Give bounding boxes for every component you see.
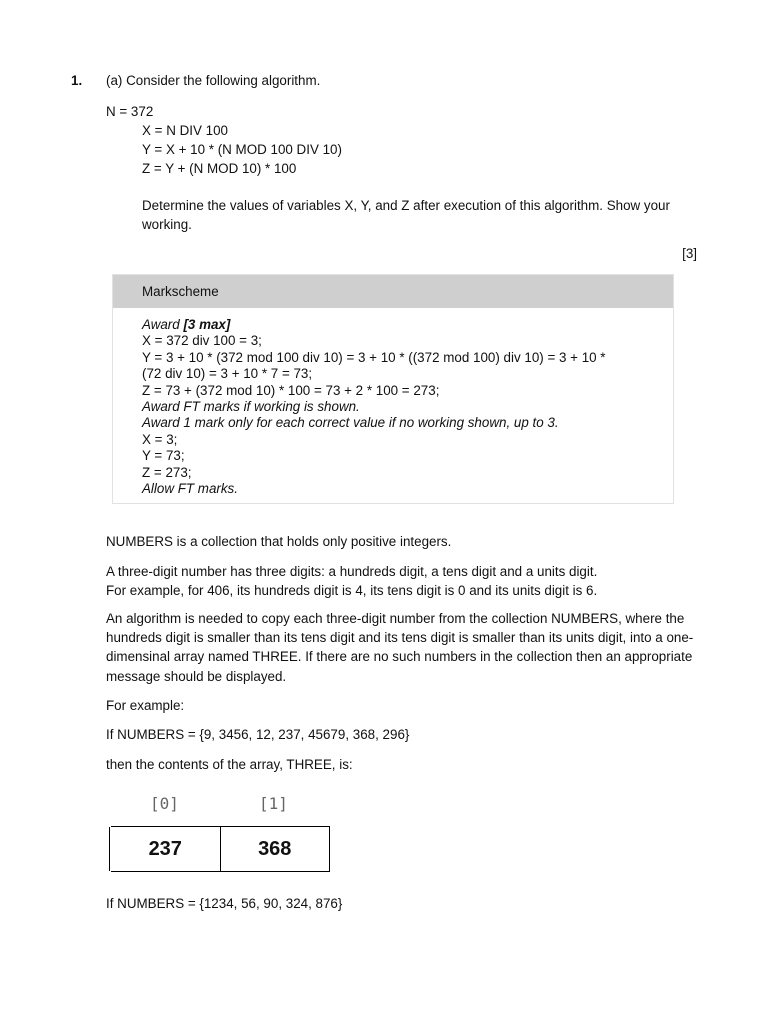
marks-label: [3] [682,246,697,261]
markscheme-title: Markscheme [142,284,219,299]
ms-working-line: X = 372 div 100 = 3; [142,333,262,349]
one-mark-note: Award 1 mark only for each correct value if no working shown, up to 3. [142,415,559,431]
markscheme-body [142,317,606,497]
code-line-z: Z = Y + (N MOD 10) * 100 [142,161,297,176]
award-prefix: Award [142,317,184,332]
ms-value-line: Y = 73; [142,448,185,464]
award-max: [3 max] [183,317,231,332]
paragraph-numbers-example: If NUMBERS = {9, 3456, 12, 237, 45679, 368, 296} [106,727,410,742]
ms-working-line: Z = 73 + (372 mod 10) * 100 = 73 + 2 * 100 = 273; [142,382,440,398]
code-line-n: N = 372 [106,104,154,119]
code-line-y: Y = X + 10 * (N MOD 100 DIV 10) [142,142,342,157]
markscheme-header [113,275,673,308]
ms-value-line: X = 3; [142,431,178,447]
array-cell: 368 [220,827,330,871]
question-intro: (a) Consider the following algorithm. [106,73,321,88]
array-index-1: [1] [259,794,288,813]
paragraph-numbers-def: NUMBERS is a collection that holds only positive integers. [106,534,452,549]
ms-working-line: (72 div 10) = 3 + 10 * 7 = 73; [142,366,313,382]
array-cell: 237 [148,837,182,860]
paragraph-three-digit-example: For example, for 406, its hundreds digit is 4, its tens digit is 0 and its units digit is 6. [106,583,598,599]
allow-note: Allow FT marks. [142,481,238,497]
paragraph-for-example: For example: [106,698,185,713]
paragraph-numbers-example-2: If NUMBERS = {1234, 56, 90, 324, 876} [106,896,343,911]
paragraph-three-digit [106,562,706,600]
paragraph-algorithm-spec: An algorithm is needed to copy each three-digit number from the collection NUMBERS, where the hundreds digit is smaller than its tens digit and its tens digit is smaller than its units digit, into a one-dimensinal array named THREE. If there are no such numbers in the collection then an appropriate message should be displayed. [106,611,694,684]
array-index-0: [0] [150,794,179,813]
paragraph-array-contents: then the contents of the array, THREE, is: [106,757,353,772]
question-instruction: Determine the values of variables X, Y, and Z after execution of this algorithm. Show your working. [142,198,670,232]
question-number: 1. [71,73,83,88]
ms-working-line: Y = 3 + 10 * (372 mod 100 div 10) = 3 + 10 * ((372 mod 100) div 10) = 3 + 10 * [142,349,606,365]
ms-value-line: Z = 273; [142,464,192,480]
markscheme-box [112,274,674,504]
array-three [111,826,330,872]
ft-note: Award FT marks if working is shown. [142,399,360,415]
code-line-x: X = N DIV 100 [142,123,228,138]
award-line [142,317,606,333]
paragraph-three-digit-line: A three-digit number has three digits: a hundreds digit, a tens digit and a units digit. [106,564,598,579]
